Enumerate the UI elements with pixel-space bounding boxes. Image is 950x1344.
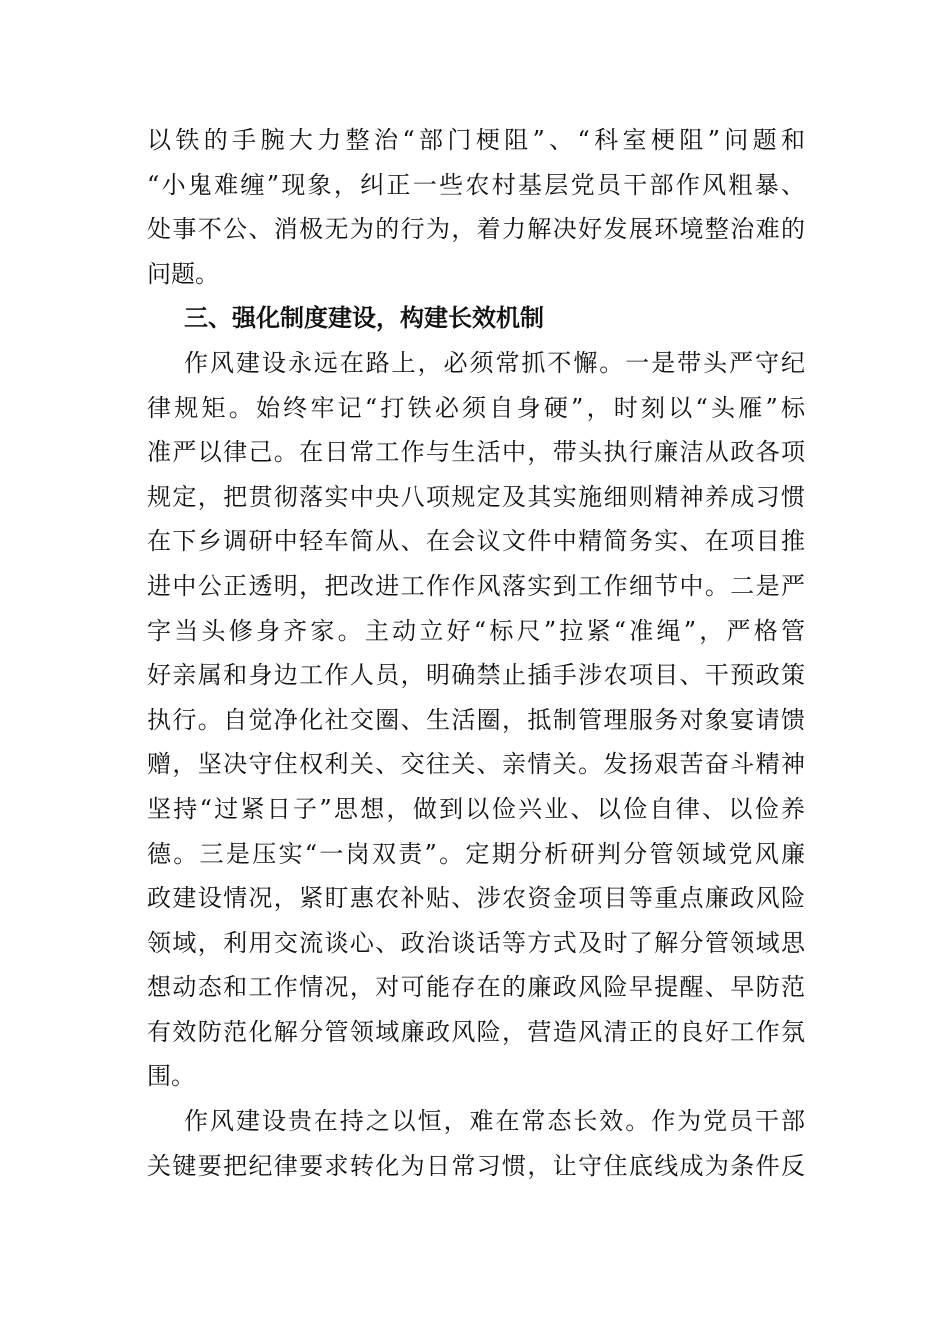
text-line: 在下乡调研中轻车简从、在会议文件中精简务实、在项目推 — [147, 527, 805, 556]
text-line: 坚持“过紧日子”思想，做到以俭兴业、以俭自律、以俭养 — [147, 794, 805, 823]
text-line: 有效防范化解分管领域廉政风险，营造风清正的良好工作氛 — [147, 1017, 805, 1046]
text-line: “小鬼难缠”现象，纠正一些农村基层党员干部作风粗暴、 — [147, 170, 805, 199]
text-line: 进中公正透明，把改进工作作风落实到工作细节中。二是严 — [147, 571, 805, 600]
section-heading: 三、强化制度建设，构建长效机制 — [184, 304, 544, 333]
text-line: 执行。自觉净化社交圈、生活圈，抵制管理服务对象宴请馈 — [147, 705, 805, 734]
text-line: 围。 — [147, 1062, 195, 1091]
text-line: 规定，把贯彻落实中央八项规定及其实施细则精神养成习惯 — [147, 482, 805, 511]
text-line: 律规矩。始终牢记“打铁必须自身硬”，时刻以“头雁”标 — [147, 393, 805, 422]
text-line: 赠，坚决守住权利关、交往关、亲情关。发扬艰苦奋斗精神 — [147, 750, 805, 779]
text-line: 作风建设贵在持之以恒，难在常态长效。作为党员干部 — [184, 1107, 805, 1136]
text-line: 好亲属和身边工作人员，明确禁止插手涉农项目、干预政策 — [147, 661, 805, 690]
text-line: 准严以律己。在日常工作与生活中，带头执行廉洁从政各项 — [147, 438, 805, 467]
text-line: 德。三是压实“一岗双责”。定期分析研判分管领域党风廉 — [147, 839, 805, 868]
text-line: 处事不公、消极无为的行为，着力解决好发展环境整治难的 — [147, 215, 805, 244]
text-line: 问题。 — [147, 259, 219, 288]
text-line: 领域，利用交流谈心、政治谈话等方式及时了解分管领域思 — [147, 928, 805, 957]
text-line: 想动态和工作情况，对可能存在的廉政风险早提醒、早防范 — [147, 973, 805, 1002]
document-page — [147, 118, 805, 1188]
text-line: 字当头修身齐家。主动立好“标尺”拉紧“准绳”，严格管 — [147, 616, 805, 645]
text-line: 以铁的手腕大力整治“部门梗阻”、“科室梗阻”问题和 — [147, 126, 805, 154]
text-line: 政建设情况，紧盯惠农补贴、涉农资金项目等重点廉政风险 — [147, 884, 805, 913]
text-line: 关键要把纪律要求转化为日常习惯，让守住底线成为条件反 — [147, 1151, 805, 1180]
text-line: 作风建设永远在路上，必须常抓不懈。一是带头严守纪 — [184, 348, 805, 377]
